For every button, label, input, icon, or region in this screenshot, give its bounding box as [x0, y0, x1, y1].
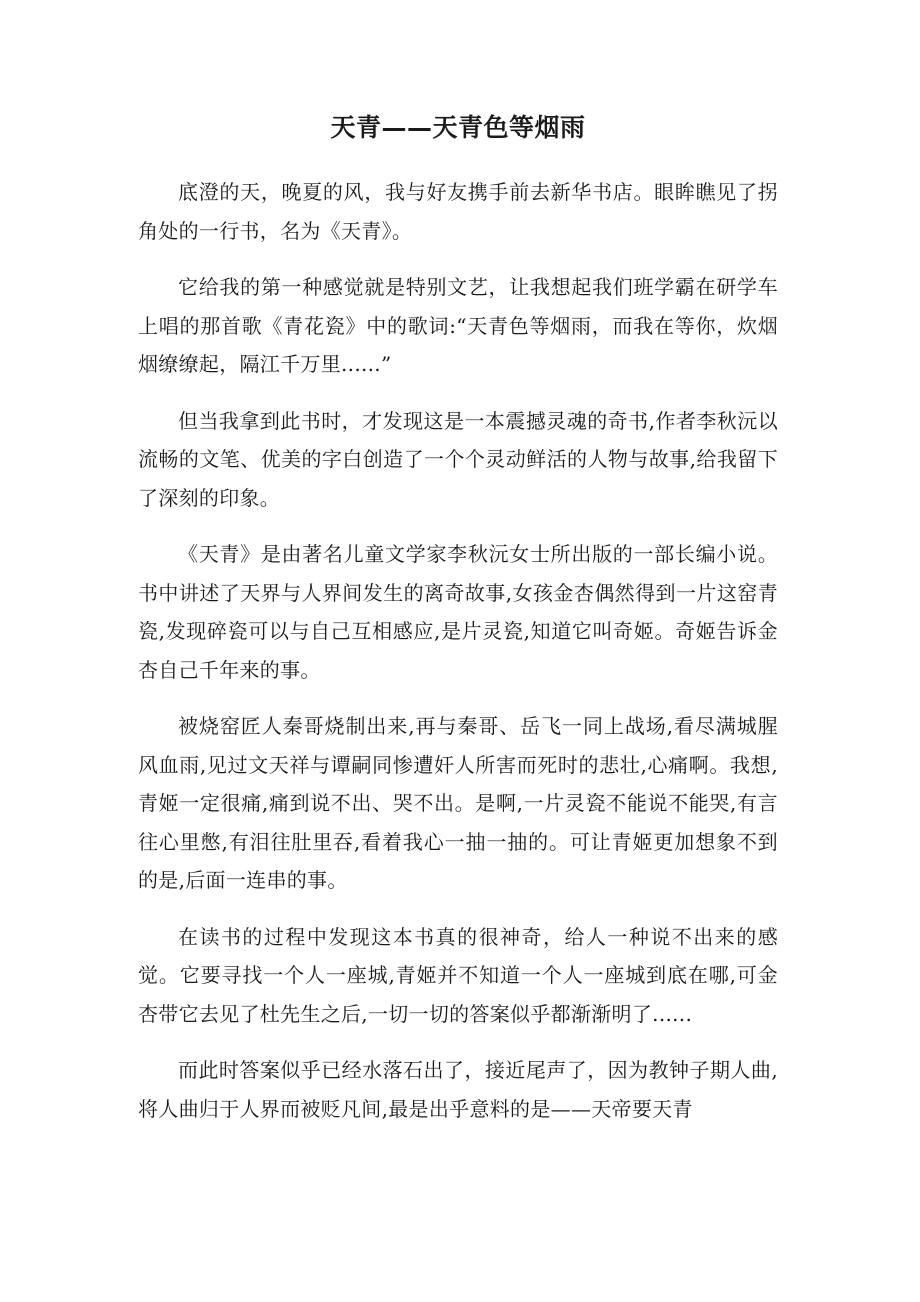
paragraph-7: 而此时答案似乎已经水落石出了，接近尾声了，因为教钟子期人曲,将人曲归于人界而被贬凡间,最是出乎意料的是——天帝要天青: [138, 1058, 778, 1121]
document-title: 天青——天青色等烟雨: [330, 113, 586, 142]
paragraph-2: 它给我的第一种感觉就是特别文艺，让我想起我们班学霸在研学车上唱的那首歌《青花瓷》中的歌词:“天青色等烟雨，而我在等你，炊烟烟缭缭起，隔江千万里......”: [138, 275, 778, 376]
paragraph-1: 底澄的天，晚夏的风，我与好友携手前去新华书店。眼眸瞧见了拐角处的一行书，名为《天青》。: [138, 180, 778, 243]
paragraph-6: 在读书的过程中发现这本书真的很神奇，给人一种说不出来的感觉。它要寻找一个人一座城,青姬并不知道一个人一座城到底在哪,可金杏带它去见了杜先生之后,一切一切的答案似乎都渐渐明了......: [138, 924, 778, 1026]
paragraph-4: 《天青》是由著名儿童文学家李秋沅女士所出版的一部长编小说。书中讲述了天界与人界间发生的离奇故事,女孩金杏偶然得到一片这窑青瓷,发现碎瓷可以与自己互相感应,是片灵瓷,知道它叫奇姬。奇姬告诉金杏自己千年来的事。: [138, 542, 778, 682]
paragraph-5: 被烧窑匠人秦哥烧制出来,再与秦哥、岳飞一同上战场,看尽满城腥风血雨,见过文天祥与谭嗣同惨遭奸人所害而死时的悲壮,心痛啊。我想,青姬一定很痛,痛到说不出、哭不出。是啊,一片灵瓷不能说不能哭,有言往心里憋,有泪往肚里吞,看着我心一抽一抽的。可让青姬更加想象不到的是,后面一连串的事。: [138, 714, 778, 892]
paragraph-3: 但当我拿到此书时，才发现这是一本震撼灵魂的奇书,作者李秋沅以流畅的文笔、优美的字白创造了一个个灵动鲜活的人物与故事,给我留下了深刻的印象。: [138, 408, 778, 510]
document-page: [138, 105, 778, 1146]
